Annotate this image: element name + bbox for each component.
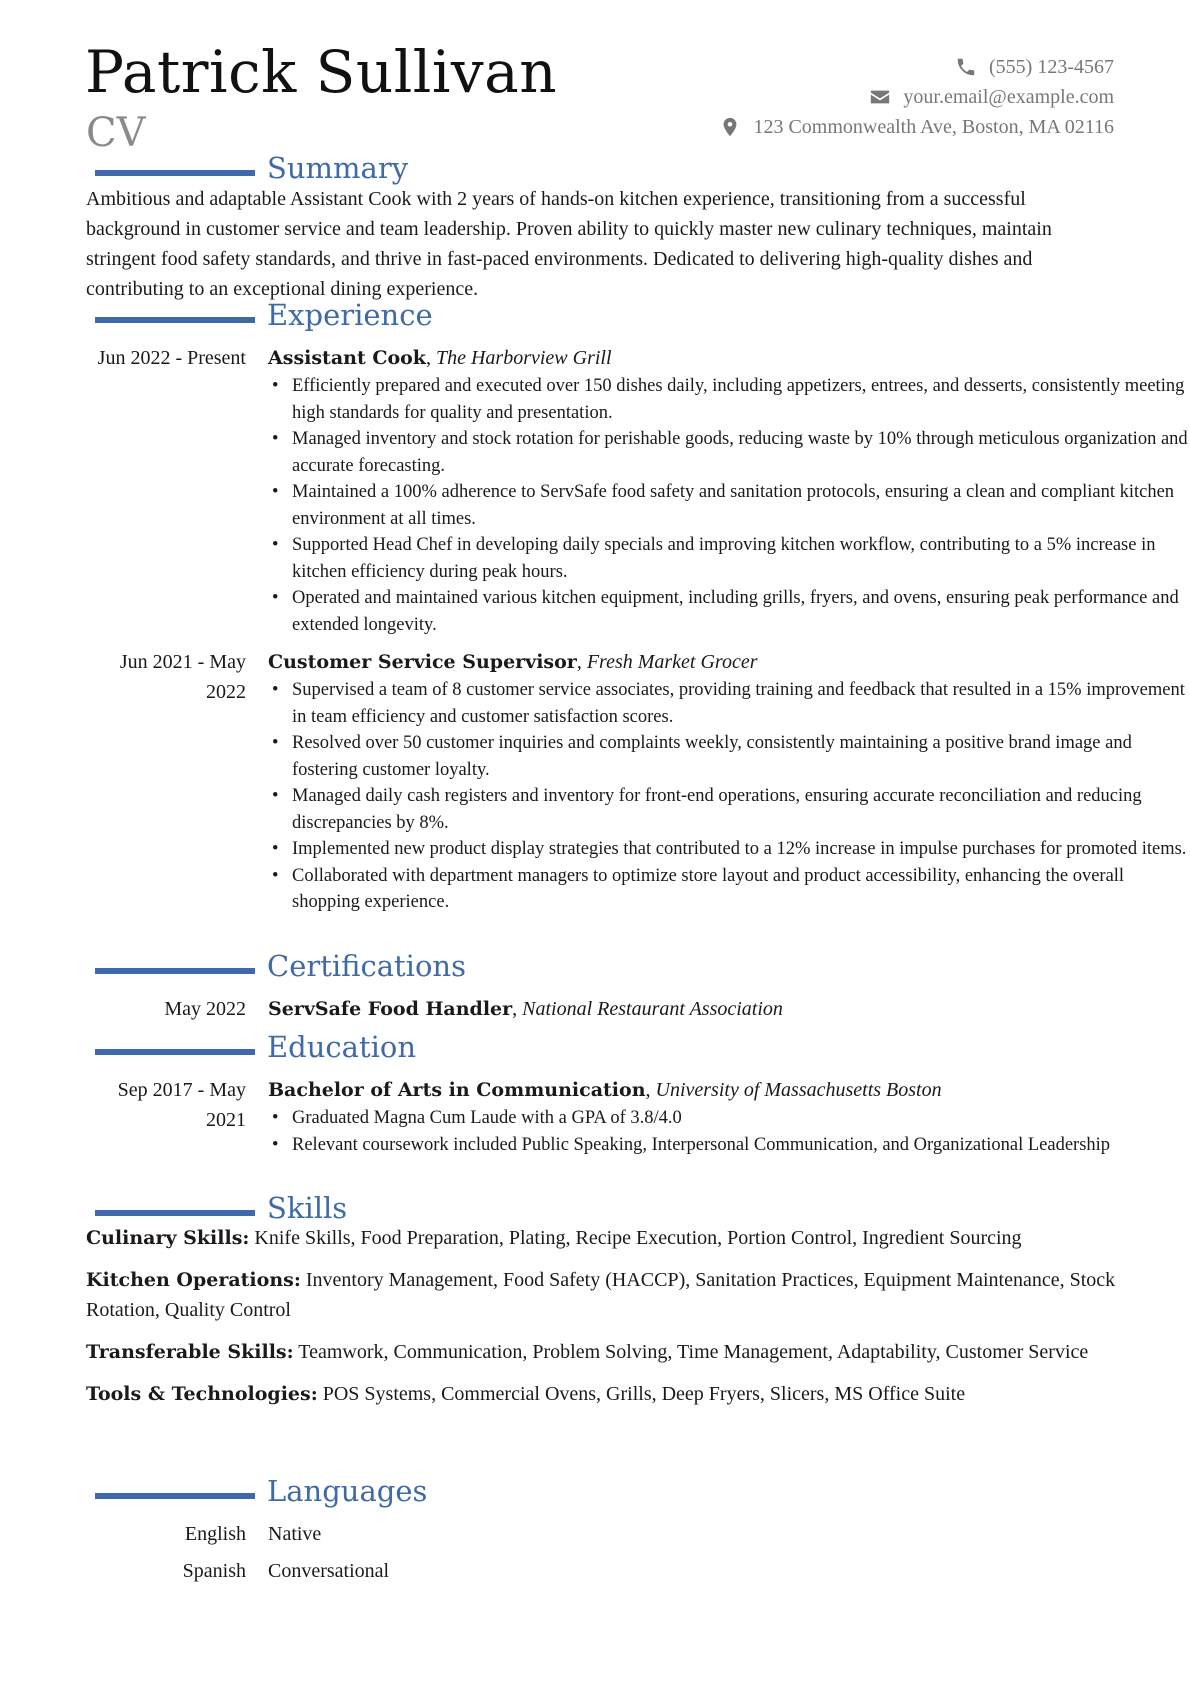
contact-phone <box>719 52 1114 82</box>
section-accent-bar <box>95 968 255 974</box>
bullet-item: • Supported Head Chef in developing daily specials and improving kitchen workflow, contributing to a 5% increase in kitchen efficiency during peak hours. <box>268 532 1190 585</box>
bullet-item: • Graduated Magna Cum Laude with a GPA of 3.8/4.0 <box>268 1105 1190 1132</box>
entry-organization: University of Massachusetts Boston <box>655 1079 942 1101</box>
language-row <box>86 1519 686 1555</box>
skill-values: Inventory Management, Food Safety (HACCP), Sanitation Practices, Equipment Maintenance, Stock Rotation, Quality Control <box>86 1269 1116 1321</box>
entry-title: ServSafe Food Handler <box>268 998 513 1020</box>
section-title: Summary <box>267 151 409 185</box>
section-title: Skills <box>267 1191 348 1225</box>
skill-group <box>86 1265 1121 1325</box>
section-accent-bar <box>95 170 255 176</box>
summary-text: Ambitious and adaptable Assistant Cook with 2 years of hands-on kitchen experience, transitioning from a successful background in customer service and team leadership. Proven ability to quickly master new culinary techniques, maintain stringent food safety standards, and thrive in fast-paced environments. Dedicated to delivering high-quality dishes and contributing to an exceptional dining experience. <box>86 188 1052 300</box>
entry-heading: Assistant Cook, The Harborview Grill <box>268 347 612 369</box>
entry-date: May 2022 <box>164 998 246 1020</box>
skill-label: Transferable Skills: <box>86 1341 294 1363</box>
entry-title: Assistant Cook <box>268 347 426 369</box>
language-row <box>86 1556 686 1592</box>
entry-date: Jun 2022 - Present <box>97 347 246 369</box>
section-title: Education <box>267 1030 417 1064</box>
bullet-item: • Managed inventory and stock rotation for perishable goods, reducing waste by 10% through meticulous organization and accurate forecasting. <box>268 426 1190 479</box>
entry-organization: The Harborview Grill <box>435 347 612 369</box>
candidate-name: Patrick Sullivan <box>85 38 558 106</box>
skill-label: Tools & Technologies: <box>86 1383 318 1405</box>
entry-organization: National Restaurant Association <box>522 998 783 1020</box>
bullet-item: • Operated and maintained various kitchen equipment, including grills, fryers, and ovens, ensuring peak performance and extended longevity. <box>268 585 1190 638</box>
section-title: Certifications <box>267 949 466 983</box>
section-experience-heading <box>95 298 995 338</box>
section-accent-bar <box>95 1210 255 1216</box>
skill-values: POS Systems, Commercial Ovens, Grills, Deep Fryers, Slicers, MS Office Suite <box>322 1383 966 1405</box>
section-title: Experience <box>267 298 433 332</box>
section-certifications-heading <box>95 949 995 989</box>
email-link[interactable]: your.email@example.com <box>903 85 1114 108</box>
entry-heading: ServSafe Food Handler, National Restaurant Association <box>268 998 783 1020</box>
bullet-item: • Managed daily cash registers and inventory for front-end operations, ensuring accurate reconciliation and reducing discrepancies by 8%. <box>268 783 1190 836</box>
skill-values: Teamwork, Communication, Problem Solving, Time Management, Adaptability, Customer Service <box>298 1341 1089 1363</box>
bullet-item: • Implemented new product display strategies that contributed to a 12% increase in impulse purchases for promoted items. <box>268 836 1190 863</box>
language-name: English <box>184 1523 246 1545</box>
entry-title: Bachelor of Arts in Communication <box>268 1079 646 1101</box>
skills-list <box>86 1223 1121 1421</box>
language-level: Conversational <box>268 1560 390 1582</box>
contact-address <box>719 112 1114 142</box>
bullet-item: • Maintained a 100% adherence to ServSafe food safety and sanitation protocols, ensuring a clean and compliant kitchen environment at all times. <box>268 479 1190 532</box>
section-accent-bar <box>95 1049 255 1055</box>
skill-group <box>86 1223 1121 1253</box>
contact-info <box>719 52 1114 142</box>
document-subtitle: CV <box>86 110 146 156</box>
section-title: Languages <box>267 1474 428 1508</box>
envelope-icon <box>869 86 891 108</box>
section-languages-heading <box>95 1474 995 1514</box>
entry-title: Customer Service Supervisor <box>268 651 577 673</box>
address-text: 123 Commonwealth Ave, Boston, MA 02116 <box>753 115 1114 138</box>
phone-icon <box>955 56 977 78</box>
skill-values: Knife Skills, Food Preparation, Plating, Recipe Execution, Portion Control, Ingredient Sourcing <box>254 1227 1022 1249</box>
entry-bullets <box>268 677 1190 916</box>
section-education-heading <box>95 1030 995 1070</box>
section-accent-bar <box>95 1493 255 1499</box>
entry-date: Jun 2021 - May 2022 <box>119 651 246 703</box>
map-pin-icon <box>719 116 741 138</box>
entry-date: Sep 2017 - May 2021 <box>117 1079 246 1131</box>
bullet-item: • Efficiently prepared and executed over 150 dishes daily, including appetizers, entrees, and desserts, consistently meeting high standards for quality and presentation. <box>268 373 1190 426</box>
skill-label: Culinary Skills: <box>86 1227 250 1249</box>
entry-organization: Fresh Market Grocer <box>586 651 758 673</box>
entry-bullets <box>268 373 1190 638</box>
entry-heading: Bachelor of Arts in Communication, University of Massachusetts Boston <box>268 1079 942 1101</box>
phone-text[interactable]: (555) 123-4567 <box>989 55 1114 78</box>
entry-bullets <box>268 1105 1190 1158</box>
section-accent-bar <box>95 317 255 323</box>
bullet-item: • Collaborated with department managers to optimize store layout and product accessibility, enhancing the overall shopping experience. <box>268 863 1190 916</box>
contact-email <box>719 82 1114 112</box>
bullet-item: • Supervised a team of 8 customer service associates, providing training and feedback that resulted in a 15% improvement in team efficiency and customer satisfaction scores. <box>268 677 1190 730</box>
language-level: Native <box>268 1523 322 1545</box>
language-name: Spanish <box>182 1560 246 1582</box>
bullet-item: • Resolved over 50 customer inquiries and complaints weekly, consistently maintaining a positive brand image and fostering customer loyalty. <box>268 730 1190 783</box>
skill-group <box>86 1379 1121 1409</box>
skill-group <box>86 1337 1121 1367</box>
skill-label: Kitchen Operations: <box>86 1269 301 1291</box>
bullet-item: • Relevant coursework included Public Speaking, Interpersonal Communication, and Organizational Leadership <box>268 1132 1190 1159</box>
entry-heading: Customer Service Supervisor, Fresh Market Grocer <box>268 651 758 673</box>
